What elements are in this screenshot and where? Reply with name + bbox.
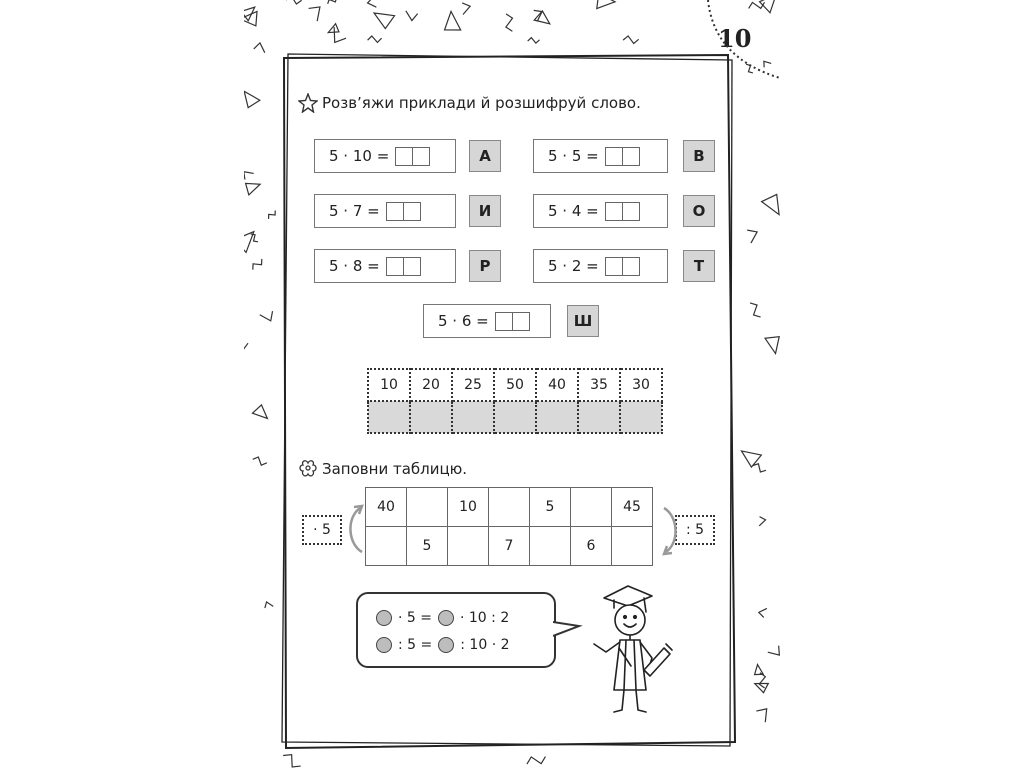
cipher-answer-cell[interactable] (494, 401, 536, 433)
answer-input[interactable] (386, 257, 421, 276)
table-cell[interactable] (448, 527, 489, 566)
cipher-table (367, 368, 663, 434)
example-expression: 5 · 5 = (548, 147, 599, 165)
example-expression: 5 · 7 = (329, 202, 380, 220)
right-operation-label: : 5 (675, 515, 715, 545)
answer-input[interactable] (395, 147, 430, 166)
cipher-number: 50 (494, 369, 536, 401)
equation-row (376, 637, 510, 653)
circle-placeholder[interactable] (376, 637, 392, 653)
example-box (314, 194, 456, 228)
example-expression: 5 · 2 = (548, 257, 599, 275)
circle-placeholder[interactable] (438, 637, 454, 653)
table-cell[interactable]: 6 (571, 527, 612, 566)
table-cell[interactable]: 10 (448, 488, 489, 527)
table-cell[interactable]: 5 (530, 488, 571, 527)
table-cell[interactable] (571, 488, 612, 527)
table-cell[interactable]: 7 (489, 527, 530, 566)
example-expression: 5 · 6 = (438, 312, 489, 330)
cipher-number: 10 (368, 369, 410, 401)
cipher-answer-cell[interactable] (410, 401, 452, 433)
example-box (314, 139, 456, 173)
cipher-letter: И (469, 195, 501, 227)
table-cell[interactable] (612, 527, 653, 566)
table-cell[interactable]: 5 (407, 527, 448, 566)
equation-text: : 10 · 2 (460, 637, 510, 653)
answer-input[interactable] (386, 202, 421, 221)
cipher-number: 20 (410, 369, 452, 401)
cipher-number: 25 (452, 369, 494, 401)
table-cell[interactable] (407, 488, 448, 527)
equation-text: · 10 : 2 (460, 610, 510, 626)
flower-icon (298, 459, 318, 479)
cipher-number: 40 (536, 369, 578, 401)
table-cell[interactable] (366, 527, 407, 566)
example-expression: 5 · 4 = (548, 202, 599, 220)
arrow-down-icon (656, 500, 686, 560)
cipher-answer-cell[interactable] (578, 401, 620, 433)
equation-text: · 5 = (398, 610, 432, 626)
task1-title: Розв’яжи приклади й розшифруй слово. (322, 94, 641, 112)
star-icon (298, 93, 318, 113)
arrow-up-icon (340, 500, 370, 560)
cipher-answer-cell[interactable] (368, 401, 410, 433)
fill-table (365, 487, 653, 566)
task2-title: Заповни таблицю. (322, 460, 468, 478)
cipher-letter: Ш (567, 305, 599, 337)
cipher-letter: Т (683, 250, 715, 282)
example-box (314, 249, 456, 283)
answer-input[interactable] (605, 202, 640, 221)
answer-input[interactable] (605, 147, 640, 166)
example-box (533, 139, 668, 173)
cipher-answer-cell[interactable] (452, 401, 494, 433)
equation-text: : 5 = (398, 637, 433, 653)
page-number: 10 (718, 24, 752, 53)
answer-input[interactable] (495, 312, 530, 331)
cipher-letter: О (683, 195, 715, 227)
example-box (533, 249, 668, 283)
cipher-number: 30 (620, 369, 662, 401)
cipher-letter: В (683, 140, 715, 172)
graduate-figure-icon (586, 578, 676, 718)
cipher-letter: Р (469, 250, 501, 282)
left-operation-label: · 5 (302, 515, 342, 545)
example-expression: 5 · 8 = (329, 257, 380, 275)
cipher-answer-cell[interactable] (620, 401, 662, 433)
equation-row (376, 610, 509, 626)
circle-placeholder[interactable] (438, 610, 454, 626)
bubble-tail (553, 618, 583, 642)
cipher-number: 35 (578, 369, 620, 401)
answer-input[interactable] (605, 257, 640, 276)
speech-bubble (356, 592, 556, 668)
circle-placeholder[interactable] (376, 610, 392, 626)
example-box (533, 194, 668, 228)
example-box (423, 304, 551, 338)
cipher-letter: А (469, 140, 501, 172)
table-cell[interactable]: 45 (612, 488, 653, 527)
example-expression: 5 · 10 = (329, 147, 390, 165)
cipher-answer-cell[interactable] (536, 401, 578, 433)
table-cell[interactable]: 40 (366, 488, 407, 527)
table-cell[interactable] (530, 527, 571, 566)
table-cell[interactable] (489, 488, 530, 527)
